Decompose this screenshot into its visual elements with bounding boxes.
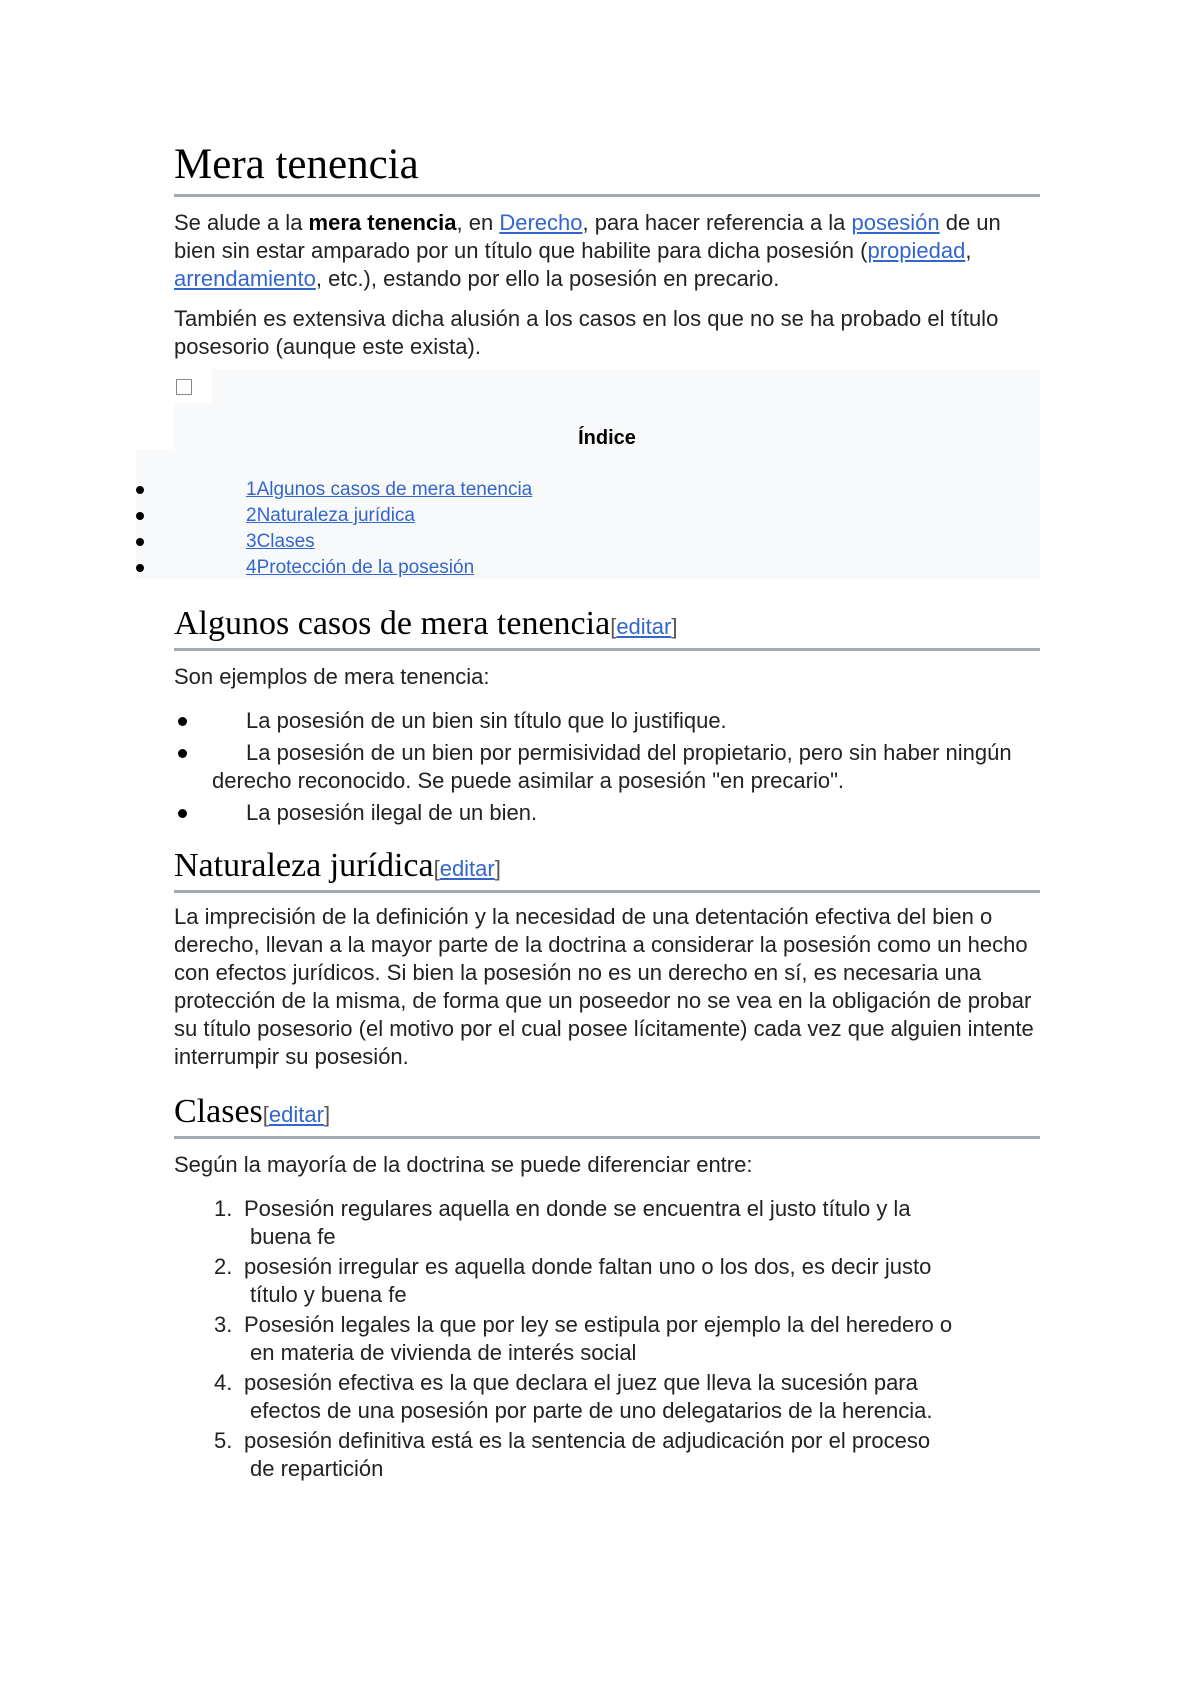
section-heading-casos: Algunos casos de mera tenencia[editar] <box>174 603 1040 651</box>
clases-list <box>174 1195 1040 1483</box>
casos-list <box>174 707 1040 827</box>
list-item: 1. Posesión regulares aquella en donde se encuentra el justo título y la buena fe <box>214 1196 911 1249</box>
list-item: La posesión de un bien por permisividad del propietario, pero sin haber ningún derecho reconocido. Se puede asimilar a posesión "en precario". <box>174 739 1040 795</box>
toc-link-1[interactable]: 1Algunos casos de mera tenencia <box>246 479 533 500</box>
bullet-icon <box>178 809 187 818</box>
table-of-contents <box>174 369 1040 579</box>
toc-title: Índice <box>578 427 636 449</box>
casos-intro: Son ejemplos de mera tenencia: <box>174 664 490 689</box>
link-derecho[interactable]: Derecho <box>499 210 583 235</box>
page-title: Mera tenencia <box>174 140 1040 197</box>
bullet-icon <box>136 538 144 546</box>
bullet-icon <box>178 717 187 726</box>
section-heading-naturaleza: Naturaleza jurídica[editar] <box>174 845 1040 893</box>
intro-text: de un bien sin estar amparado por un título que habilite para dicha posesión ( <box>174 210 1001 263</box>
article <box>174 140 1040 1485</box>
clases-intro: Según la mayoría de la doctrina se puede diferenciar entre: <box>174 1152 753 1177</box>
intro-text: , en <box>456 210 500 235</box>
toc-link-2[interactable]: 2Naturaleza jurídica <box>246 505 415 526</box>
intro-text: , etc.), estando por ello la posesión en precario. <box>315 266 780 291</box>
toc-toggle[interactable] <box>174 369 212 403</box>
checkbox-icon[interactable] <box>176 379 192 395</box>
naturaleza-text: La imprecisión de la definición y la necesidad de una detentación efectiva del bien o derecho, llevan a la mayor parte de la doctrina a considerar la posesión como un hecho con efectos jurídicos. Si bien la posesión no es un derecho en sí, es necesaria una protección de la misma, de forma que un poseedor no se vea en la obligación de probar su título posesorio (el motivo por el cual posee lícitamente) cada vez que alguien intente interrumpir su posesión. <box>174 904 1034 1069</box>
link-arrendamiento[interactable]: arrendamiento <box>174 266 316 291</box>
section-heading-clases: Clases[editar] <box>174 1091 1040 1139</box>
list-item: 5. posesión definitiva está es la sentencia de adjudicación por el proceso de repartición <box>214 1428 931 1481</box>
bullet-icon <box>136 512 144 520</box>
bullet-icon <box>178 749 187 758</box>
list-item: La posesión de un bien sin título que lo justifique. <box>174 707 1040 735</box>
list-item: 2. posesión irregular es aquella donde faltan uno o los dos, es decir justo título y buena fe <box>214 1254 932 1307</box>
link-propiedad[interactable]: propiedad <box>867 238 966 263</box>
list-item: 3. Posesión legales la que por ley se estipula por ejemplo la del heredero o en materia de vivienda de interés social <box>214 1312 953 1365</box>
edit-link-clases[interactable]: editar <box>268 1102 324 1127</box>
intro-text: , para hacer referencia a la <box>582 210 852 235</box>
toc-link-3[interactable]: 3Clases <box>246 531 315 552</box>
edit-link-casos[interactable]: editar <box>616 614 672 639</box>
edit-link-naturaleza[interactable]: editar <box>439 856 495 881</box>
intro-text: Se alude a la <box>174 210 309 235</box>
intro-paragraph <box>174 209 1040 293</box>
list-item: La posesión ilegal de un bien. <box>174 799 1040 827</box>
bullet-icon <box>136 564 144 572</box>
intro-paragraph-2: También es extensiva dicha alusión a los casos en los que no se ha probado el título posesorio (aunque este exista). <box>174 306 999 359</box>
link-posesion[interactable]: posesión <box>851 210 940 235</box>
bullet-icon <box>136 486 144 494</box>
intro-text: , <box>965 238 972 263</box>
toc-link-4[interactable]: 4Protección de la posesión <box>246 557 475 578</box>
list-item: 4. posesión efectiva es la que declara el juez que lleva la sucesión para efectos de una posesión por parte de uno delegatarios de la herencia. <box>214 1370 933 1423</box>
intro-bold-term: mera tenencia <box>308 210 457 235</box>
